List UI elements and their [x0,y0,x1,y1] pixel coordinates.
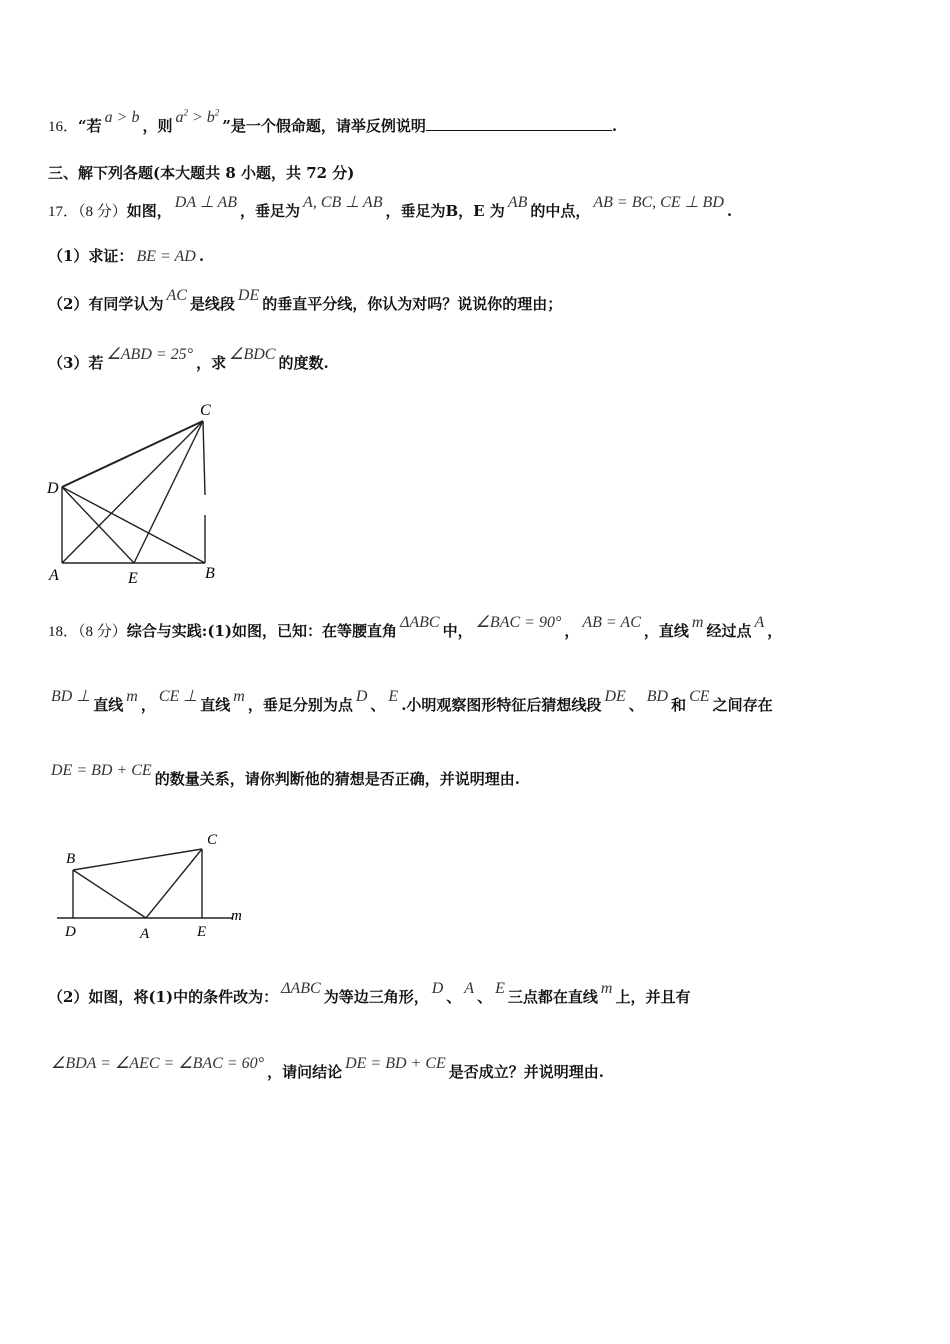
math-expression: ∠BDC [229,346,276,363]
question-16: 16．“若 a > b ，则 $a^2 > b^2$”是一个假命题，请举反例说明 . [48,107,618,135]
segment-BC [73,849,202,870]
point-label-D: D [47,480,59,497]
segment-AC [62,421,203,563]
math-expression: AB [507,194,528,211]
math-expression: AC [166,287,187,304]
point-label-A: A [140,926,150,942]
point-label-C: C [207,832,218,848]
math-expression: ∠ABD = 25° [106,346,194,363]
math-expression: m [233,688,245,705]
math-expression: DE = BD + CE [51,762,152,779]
question-18-line-3: DE = BD + CE 的数量关系，请你判断他的猜想是否正确，并说明理由. [51,762,520,788]
segment-CB-upper [203,421,205,495]
math-expression: AB = AC [582,614,641,631]
point-label-B: B [205,565,215,582]
figure-18 [55,828,255,943]
answer-blank [426,116,612,131]
figure-17 [40,395,230,590]
segment-EC [134,421,203,563]
question-17-part-1: （1）求证： BE = AD . [48,247,205,265]
math-expression: AB = BC, CE ⊥ BD [593,194,724,211]
segment-DC [62,421,203,487]
math-expression: DE [237,287,260,304]
question-18-line-2: BD ⊥ 直线 m ， CE ⊥ 直线 m ，垂足分别为点 D 、 E .小明观察图形特征后猜想线段 DE 、 BD 和 CE 之间存在 [51,688,773,714]
math-expression: A [464,980,475,997]
question-18-part-2: （2）如图，将(1)中的条件改为： ΔABC 为等边三角形， D 、 A 、 E 三点都在直线 m 上，并且有 [48,980,691,1006]
math-expression: $a^2 > b^2$ [175,107,220,126]
point-label-B: B [66,851,76,867]
question-18-part-2-line-2: ∠BDA = ∠AEC = ∠BAC = 60° ，请问结论 DE = BD + CE 是否成立？并说明理由. [51,1055,605,1081]
math-expression: m [691,614,704,631]
question-18: 18．（8 分）综合与实践:(1)如图，已知：在等腰直角 ΔABC 中， ∠BAC = 90° ， AB = AC ，直线 m 经过点 A ， [48,614,783,640]
math-expression: DE = BD + CE [345,1055,446,1072]
math-expression: A, CB ⊥ AB [303,194,383,211]
math-expression: DA ⊥ AB [174,194,238,211]
math-expression: a > b [104,109,140,126]
question-number: 18． [48,624,79,640]
math-expression: BD [646,688,669,705]
segment-DB [62,487,205,563]
math-expression: ∠BAC = 90° [475,614,562,631]
line-label-m: m [231,908,242,924]
math-expression: DE [604,688,626,705]
point-label-C: C [200,402,211,419]
question-17-part-2: （2）有同学认为 AC 是线段 DE 的垂直平分线，你认为对吗？说说你的理由； [48,287,563,313]
math-expression: E [495,980,505,997]
segment-AC [146,849,202,918]
question-number: 16． [48,119,79,135]
point-label-E: E [128,570,138,587]
point-label-E: E [197,924,207,940]
question-17-part-3: （3）若 ∠ABD = 25° ，求 ∠BDC 的度数. [48,346,329,372]
math-expression: ΔABC [399,614,440,631]
math-expression: E [388,688,399,705]
math-expression: CE [689,688,710,705]
question-number: 17． [48,204,79,220]
segment-BA [73,870,146,918]
point-label-D: D [65,924,76,940]
section-heading: 三、解下列各题(本大题共 8 小题，共 72 分) [48,164,355,182]
math-expression: ΔABC [281,980,321,997]
math-expression: D [431,980,444,997]
point-label-A: A [49,567,59,584]
math-expression: D [355,688,368,705]
question-17: 17．（8 分）如图， DA ⊥ AB ，垂足为 A, CB ⊥ AB ，垂足为B，E 为 AB 的中点， AB = BC, CE ⊥ BD . [48,194,733,220]
math-expression: A [754,614,765,631]
math-expression: m [126,688,138,705]
math-expression: m [600,980,613,997]
math-expression: BE = AD [136,248,196,265]
math-expression: ∠BDA = ∠AEC = ∠BAC = 60° [51,1055,265,1072]
math-expression: CE ⊥ [158,688,198,705]
math-expression: BD ⊥ [51,688,91,705]
